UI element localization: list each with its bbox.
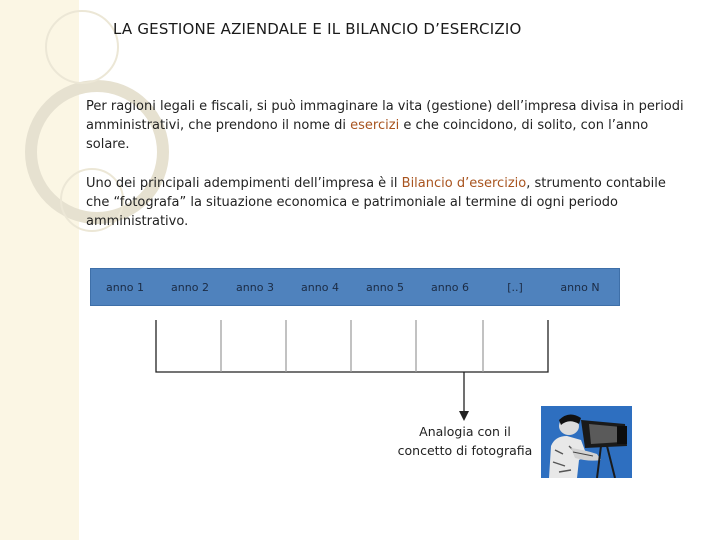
timeline-year-label: anno 3: [236, 281, 274, 294]
slide-title: LA GESTIONE AZIENDALE E IL BILANCIO D’ESERCIZIO: [113, 20, 522, 38]
highlighted-term-bilancio: Bilancio d’esercizio: [401, 176, 527, 191]
timeline-year-label: anno 4: [301, 281, 339, 294]
timeline-year-label: anno N: [560, 281, 600, 294]
timeline-year-label: anno 5: [366, 281, 404, 294]
caption-line: concetto di fotografia: [397, 443, 533, 458]
photographer-with-camera-icon: [541, 406, 632, 478]
timeline-year-label: anno 1: [106, 281, 144, 294]
photo-analogy-caption: [388, 422, 542, 460]
paragraph-text: , strumento contabile che “fotografa” la situazione economica e patrimoniale al termine di ogni periodo amministrativo.: [86, 176, 666, 229]
timeline-year-label: [..]: [507, 281, 523, 294]
arrow-head-icon: [459, 411, 469, 421]
paragraph-text: Per ragioni legali e fiscali, si può immaginare la vita (gestione) dell’impresa divisa in periodi amministrativi, che prendono il nome di: [86, 99, 684, 133]
timeline-year-label: anno 2: [171, 281, 209, 294]
highlighted-term-esercizi: esercizi: [350, 118, 400, 133]
paragraph-text: Uno dei principali adempimenti dell’impresa è il: [86, 176, 402, 191]
photographer-illustration: [541, 406, 632, 478]
bracket-outline: [156, 320, 548, 372]
timeline-year-label: anno 6: [431, 281, 469, 294]
caption-line: Analogia con il: [419, 424, 511, 439]
paragraph-text: e che coincidono, di solito, con l’anno solare.: [86, 118, 649, 152]
